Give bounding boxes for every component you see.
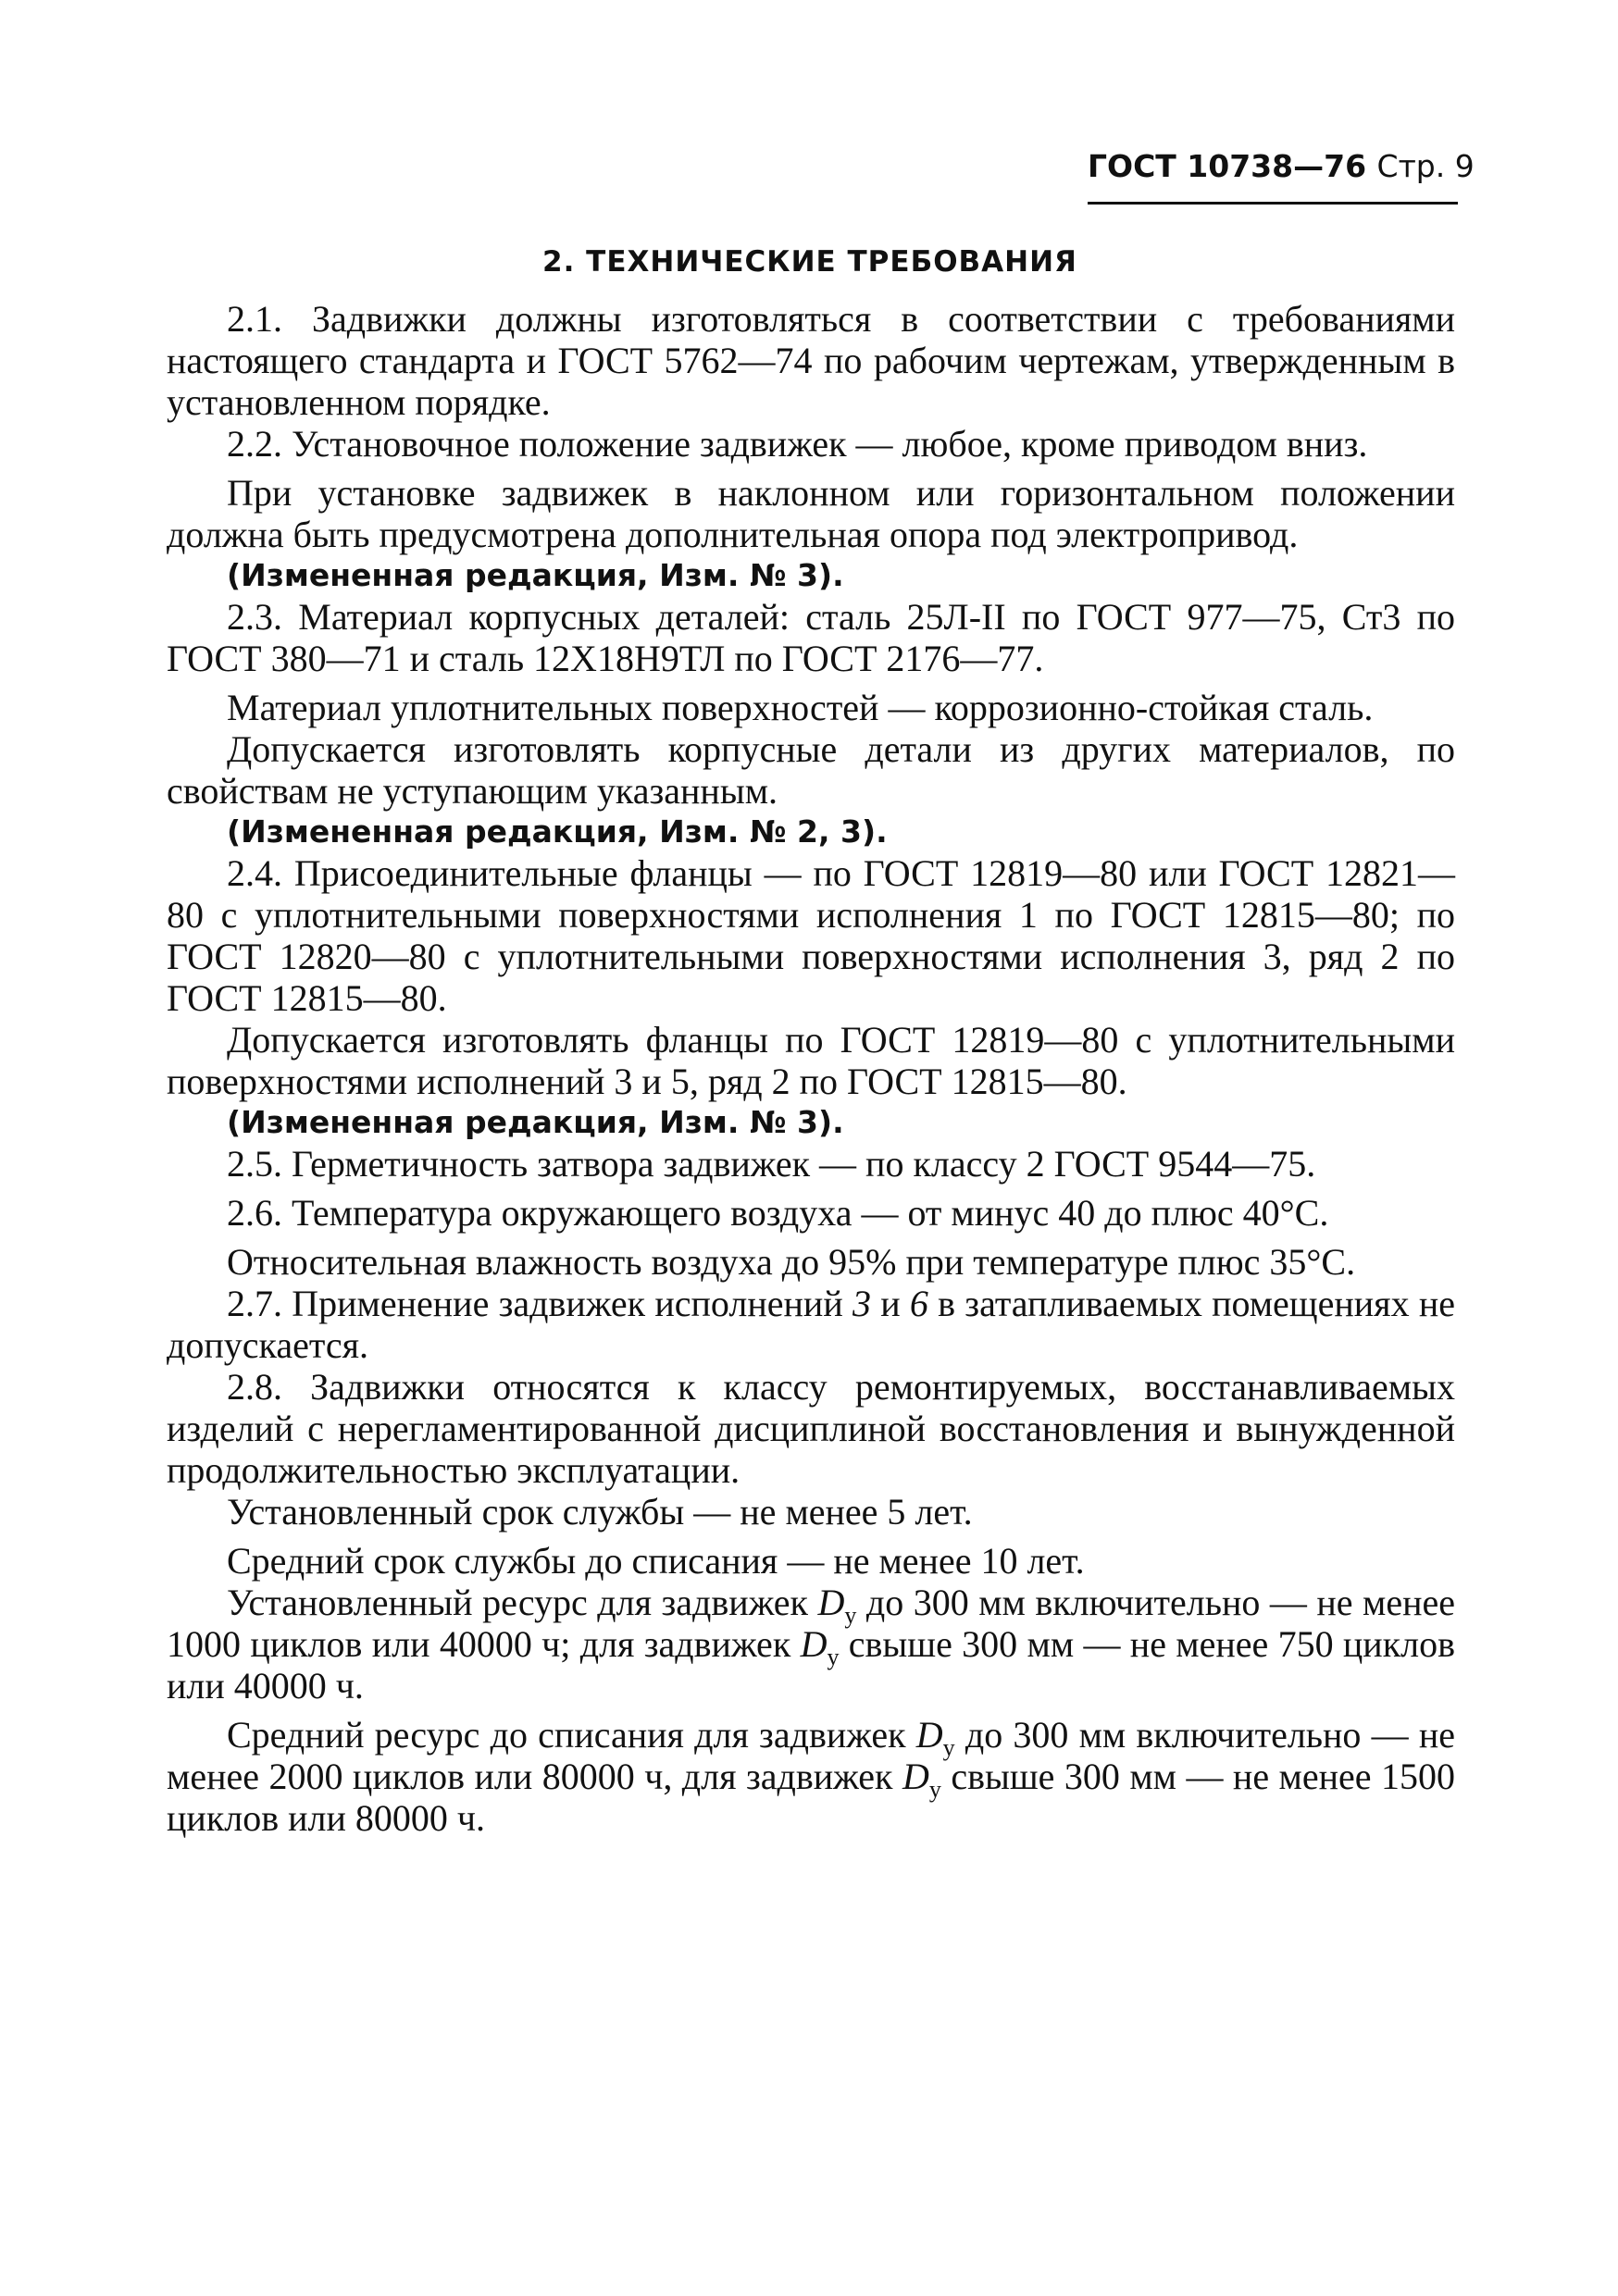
paragraph-2-3: 2.3. Материал корпусных деталей: сталь 25Л-II по ГОСТ 977—75, Ст3 по ГОСТ 380—71 и сталь 12Х18Н9ТЛ по ГОСТ 2176—77. xyxy=(167,596,1455,679)
paragraph-2-8-service-life: Установленный срок службы — не менее 5 лет. xyxy=(227,1491,973,1533)
paragraph-2-1: 2.1. Задвижки должны изготовляться в соответствии с требованиями настоящего стандарта и ГОСТ 5762—74 по рабочим чертежам, утвержденным в установленном порядке. xyxy=(167,298,1455,423)
page-header xyxy=(1088,148,1475,205)
standard-number: ГОСТ 10738—76 xyxy=(1088,148,1367,184)
paragraph-2-4: 2.4. Присоединительные фланцы — по ГОСТ 12819—80 или ГОСТ 12821—80 с уплотнительными поверхностями исполнения 1 по ГОСТ 12815—80; по ГОСТ 12820—80 с уплотнительными поверхностями исполнения 3, ряд 2 по ГОСТ 12815—80. xyxy=(167,852,1455,1019)
amendment-note: (Измененная редакция, Изм. № 2, 3). xyxy=(227,813,888,850)
document-body xyxy=(167,298,1455,1839)
paragraph-2-8-average-life: Средний срок службы до списания — не менее 10 лет. xyxy=(227,1540,1085,1582)
amendment-note: (Измененная редакция, Изм. № 3). xyxy=(227,557,844,593)
paragraph-2-6: 2.6. Температура окружающего воздуха — от минус 40 до плюс 40°С. xyxy=(227,1192,1329,1234)
paragraph-2-2-note: При установке задвижек в наклонном или горизонтальном положении должна быть предусмотрена дополнительная опора под электропривод. xyxy=(167,472,1455,555)
paragraph-2-8: 2.8. Задвижки относятся к классу ремонтируемых, восстанавливаемых изделий с нерегламентированной дисциплиной восстановления и вынужденной продолжительностью эксплуатации. xyxy=(167,1366,1455,1491)
paragraph-2-8-resource: Установленный ресурс для задвижек $D_у$ до 300 мм включительно — не менее 1000 циклов или 40000 ч; для задвижек $D_у$ свыше 300 мм — не менее 750 циклов или 40000 ч. xyxy=(167,1582,1455,1706)
paragraph-2-2: 2.2. Установочное положение задвижек — любое, кроме приводом вниз. xyxy=(227,423,1368,465)
paragraph-2-4-flanges: Допускается изготовлять фланцы по ГОСТ 12819—80 с уплотнительными поверхностями исполнений 3 и 5, ряд 2 по ГОСТ 12815—80. xyxy=(167,1019,1455,1102)
section-title: 2. ТЕХНИЧЕСКИЕ ТРЕБОВАНИЯ xyxy=(542,245,1077,279)
paragraph-2-7: 2.7. Применение задвижек исполнений 3 и 6 в затапливаемых помещениях не допускается. xyxy=(167,1283,1455,1366)
amendment-note: (Измененная редакция, Изм. № 3). xyxy=(227,1104,844,1140)
page-number: Стр. 9 xyxy=(1376,148,1475,184)
paragraph-2-8-average-resource: Средний ресурс до списания для задвижек $D_у$ до 300 мм включительно — не менее 2000 циклов или 80000 ч, для задвижек $D_у$ свыше 300 мм — не менее 1500 циклов или 80000 ч. xyxy=(167,1714,1456,1839)
paragraph-2-6-humidity: Относительная влажность воздуха до 95% при температуре плюс 35°С. xyxy=(227,1241,1356,1283)
paragraph-2-3-sealing: Материал уплотнительных поверхностей — коррозионно-стойкая сталь. xyxy=(227,687,1374,728)
paragraph-2-3-materials: Допускается изготовлять корпусные детали из других материалов, по свойствам не уступающим указанным. xyxy=(167,728,1455,812)
paragraph-2-5: 2.5. Герметичность затвора задвижек — по классу 2 ГОСТ 9544—75. xyxy=(227,1143,1316,1185)
